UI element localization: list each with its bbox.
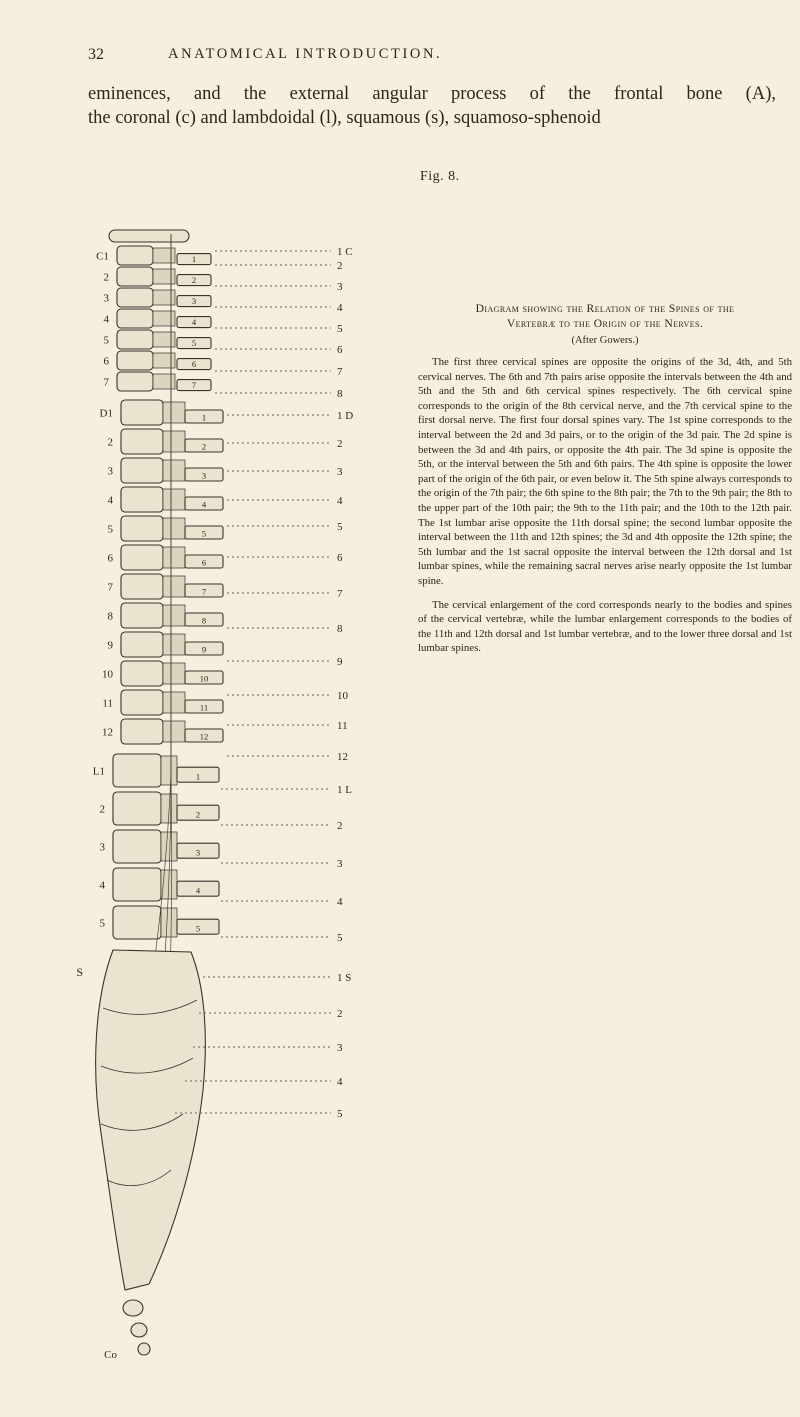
intro-line-2: the coronal (c) and lambdoidal (l), squamous (s), squamoso-sphenoid	[88, 108, 601, 128]
vertebra-body	[113, 868, 161, 901]
spinous-number: 6	[201, 557, 207, 568]
caption-paragraph-2: The cervical enlargement of the cord corresponds nearly to the bodies and spines of the cervical vertebræ, while the lumbar enlargement corresponds to the bodies of the 11th and 12th dorsal and 1st lumbar vertebræ, and to the lower three dorsal and 1st lumbar spines.	[418, 598, 792, 655]
vertebra-body	[121, 516, 163, 541]
vertebra-body	[121, 574, 163, 599]
vertebra-body	[121, 690, 163, 715]
vertebral-canal	[163, 518, 185, 539]
spinous-number: 7	[191, 380, 197, 391]
coccyx-segment	[138, 1343, 150, 1355]
vertebra-body	[121, 719, 163, 744]
vertebra-body	[117, 330, 153, 349]
spinous-number: 1	[191, 254, 197, 265]
vertebra-label: 10	[102, 668, 113, 681]
vertebra-label: 3	[103, 292, 109, 305]
spine-figure	[55, 228, 405, 1413]
figure-caption	[418, 301, 792, 656]
nerve-label: 5	[337, 1108, 343, 1120]
vertebra-label: 5	[99, 917, 105, 930]
spinous-number: 7	[201, 586, 207, 597]
vertebra-label: D1	[99, 407, 113, 420]
spinous-number: 5	[195, 923, 201, 934]
page-header	[88, 44, 770, 66]
vertebra-label: 6	[103, 355, 109, 368]
nerve-label: 6	[337, 344, 343, 356]
vertebra-body	[121, 429, 163, 454]
vertebra-body	[121, 458, 163, 483]
vertebra-body	[121, 661, 163, 686]
spinous-number: 3	[201, 470, 207, 481]
spinous-number: 9	[201, 644, 207, 655]
vertebra-body	[117, 309, 153, 328]
spinous-number: 5	[191, 338, 197, 349]
nerve-label: 1 C	[337, 246, 353, 258]
nerve-label: 11	[337, 720, 348, 732]
vertebra-body	[117, 372, 153, 391]
vertebra-label: 6	[107, 552, 113, 565]
nerve-label: 5	[337, 521, 343, 533]
nerve-label: 1 S	[337, 972, 352, 984]
vertebra-label: C1	[96, 250, 109, 263]
vertebra-body	[121, 632, 163, 657]
spinous-number: 4	[195, 885, 201, 896]
vertebral-canal	[163, 489, 185, 510]
vertebra-body	[121, 400, 163, 425]
spinous-number: 12	[199, 731, 209, 742]
nerve-label: 4	[337, 896, 343, 908]
vertebral-canal	[163, 402, 185, 423]
vertebral-canal	[153, 332, 175, 347]
caption-title-line-1: Diagram showing the Relation of the Spines of the	[475, 302, 735, 315]
vertebra-label: 2	[107, 436, 113, 449]
page-number: 32	[88, 46, 104, 63]
nerve-label: 4	[337, 495, 343, 507]
intro-line-1: eminences, and the external angular process of the frontal bone (A),	[88, 84, 776, 104]
vertebra-label: 3	[99, 841, 105, 854]
spinous-number: 1	[201, 412, 207, 423]
coccyx-segment	[131, 1323, 147, 1337]
nerve-label: 7	[337, 366, 343, 378]
nerve-label: 6	[337, 552, 343, 564]
vertebra-body	[113, 792, 161, 825]
vertebra-label: 5	[103, 334, 109, 347]
nerve-label: 4	[337, 302, 343, 314]
vertebral-canal	[163, 605, 185, 626]
vertebral-canal	[153, 269, 175, 284]
vertebral-canal	[163, 431, 185, 452]
nerve-label: 2	[337, 260, 343, 272]
vertebra-label: 11	[102, 697, 113, 710]
vertebral-canal	[163, 460, 185, 481]
vertebra-label: 5	[107, 523, 113, 536]
vertebra-label: 12	[102, 726, 113, 739]
nerve-label: 2	[337, 820, 343, 832]
vertebra-label: 7	[107, 581, 113, 594]
vertebral-canal	[153, 353, 175, 368]
spinous-number: 3	[191, 296, 197, 307]
vertebra-body	[113, 906, 161, 939]
vertebra-label: 7	[103, 376, 109, 389]
coccyx-label: Co	[104, 1349, 117, 1361]
nerve-label: 2	[337, 438, 343, 450]
spinous-number: 10	[199, 673, 209, 684]
nerve-label: 8	[337, 388, 343, 400]
vertebral-canal	[163, 634, 185, 655]
intro-text	[88, 82, 776, 130]
spinous-number: 2	[195, 809, 201, 820]
vertebra-body	[121, 545, 163, 570]
vertebra-label: 9	[107, 639, 113, 652]
spinous-number: 11	[199, 702, 209, 713]
nerve-label: 7	[337, 588, 343, 600]
vertebra-body	[121, 603, 163, 628]
spinous-number: 4	[191, 317, 197, 328]
nerve-label: 3	[337, 466, 343, 478]
vertebra-label: 4	[99, 879, 105, 892]
vertebral-canal	[163, 692, 185, 713]
vertebral-canal	[153, 311, 175, 326]
vertebra-body	[117, 267, 153, 286]
nerve-label: 2	[337, 1008, 343, 1020]
vertebra-body	[121, 487, 163, 512]
vertebra-body	[117, 351, 153, 370]
running-title: ANATOMICAL INTRODUCTION.	[168, 46, 443, 62]
spinous-number: 2	[191, 275, 197, 286]
atlas-segment	[109, 230, 189, 242]
figure-label: Fig. 8.	[420, 169, 460, 184]
nerve-label: 9	[337, 656, 343, 668]
coccyx-segment	[123, 1300, 143, 1316]
vertebral-canal	[163, 721, 185, 742]
vertebral-canal	[161, 832, 177, 861]
vertebral-canal	[153, 374, 175, 389]
nerve-label: 8	[337, 623, 343, 635]
sacrum	[96, 950, 206, 1290]
nerve-label: 1 L	[337, 784, 352, 796]
vertebra-label: 4	[103, 313, 109, 326]
spinous-number: 5	[201, 528, 207, 539]
vertebra-body	[113, 754, 161, 787]
nerve-label: 5	[337, 323, 343, 335]
vertebral-canal	[161, 908, 177, 937]
nerve-label: 5	[337, 932, 343, 944]
nerve-label: 12	[337, 751, 348, 763]
vertebra-label: 8	[107, 610, 113, 623]
vertebral-canal	[153, 290, 175, 305]
vertebral-canal	[161, 756, 177, 785]
vertebra-label: L1	[92, 765, 105, 778]
vertebra-label: 3	[107, 465, 113, 478]
vertebral-canal	[153, 248, 175, 263]
nerve-label: 10	[337, 690, 348, 702]
nerve-label: 4	[337, 1076, 343, 1088]
vertebra-label: 2	[99, 803, 105, 816]
vertebra-label: 4	[107, 494, 113, 507]
vertebra-label: 2	[103, 271, 109, 284]
caption-title-line-2: Vertebræ to the Origin of the Nerves.	[506, 317, 704, 330]
vertebra-body	[113, 830, 161, 863]
caption-attribution: (After Gowers.)	[571, 335, 639, 346]
vertebral-canal	[163, 547, 185, 568]
spinous-number: 1	[195, 771, 201, 782]
nerve-label: 1 D	[337, 410, 354, 422]
vertebral-canal	[163, 576, 185, 597]
nerve-label: 3	[337, 281, 343, 293]
vertebral-canal	[163, 663, 185, 684]
sacrum-label: S	[76, 965, 83, 979]
spinous-number: 2	[201, 441, 207, 452]
spinous-number: 3	[195, 847, 201, 858]
spinous-number: 6	[191, 359, 197, 370]
vertebra-body	[117, 288, 153, 307]
spinous-number: 8	[201, 615, 207, 626]
vertebra-body	[117, 246, 153, 265]
nerve-label: 3	[337, 1042, 343, 1054]
spinous-number: 4	[201, 499, 207, 510]
nerve-label: 3	[337, 858, 343, 870]
caption-paragraph-1: The first three cervical spines are opposite the origins of the 3d, 4th, and 5th cervical nerves. The 6th and 7th pairs arise opposite the intervals between the 4th and 5th and the 5th and 6th cervical spines respectively. The 6th cervical spine corresponds to the origin of the 8th cervical nerve, and the 7th cervical spine to the first dorsal nerve. The first four dorsal spines vary. The 1st spine corresponds to the interval between the 2d and 3d pairs, or to the origin of the 3d pair. The 2d spine is between the 3d and 4th pairs, or opposite the 4th pair. The 3d spine is opposite the 5th, or the interval between the 5th and 6th pairs. The 4th spine is opposite the lower part of the origin of the 6th pair, or even below it. The 5th spine always corresponds to the origin of the 7th pair; the 6th spine to the 8th pair; the 7th to the 9th pair; the 8th to the upper part of the 10th pair; the 9th to the 11th pair; and the 10th to the 12th pair. The 1st lumbar arise opposite the 11th dorsal spine; the second lumbar opposite the interval between the 11th and 12th spines; the 3d and 4th opposite the 12th spine; the 5th lumbar and the 1st sacral opposite the interval between the 12th dorsal and 1st lumbar spines, while the remaining sacral nerves arise nearly opposite the 1st lumbar spine.	[418, 356, 792, 587]
